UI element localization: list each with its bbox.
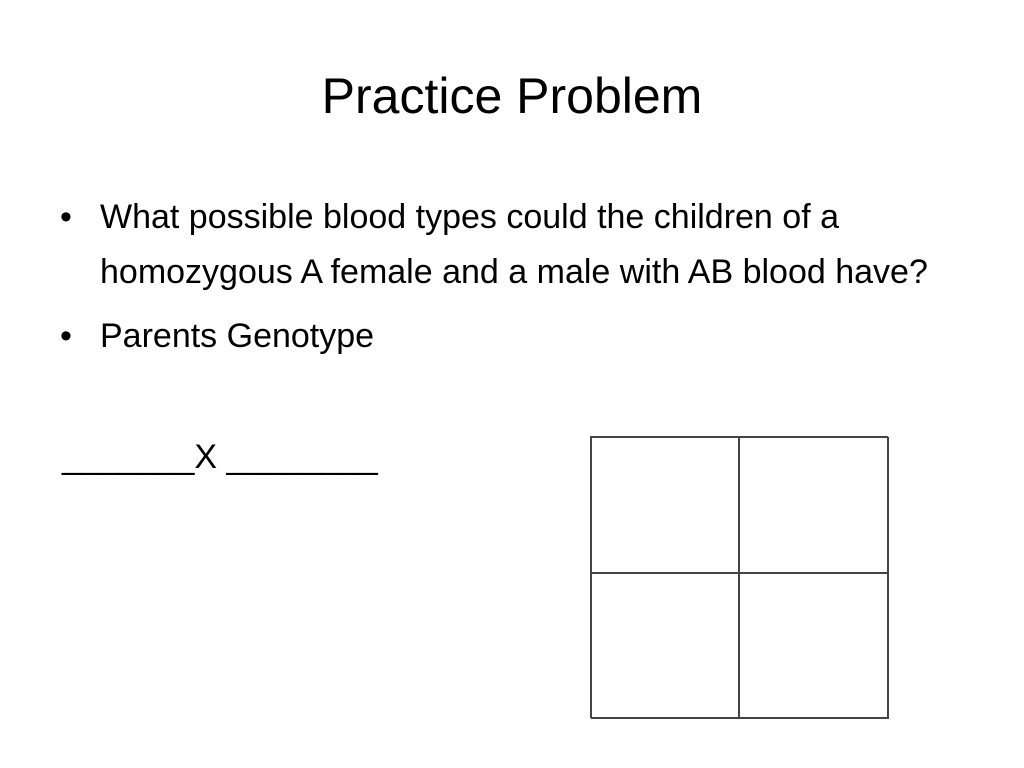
bullet-icon: • (60, 317, 72, 355)
slide-title: Practice Problem (321, 68, 703, 124)
punnett-cell (591, 573, 739, 719)
bullet-item-parents-genotype (58, 309, 978, 364)
bullet-icon: • (60, 198, 72, 236)
punnett-cell (739, 573, 889, 719)
punnett-cell (739, 437, 889, 573)
bullet-text: What possible blood types could the children of a homozygous A female and a male with AB blood have? (100, 198, 928, 291)
parents-cross-blanks: _______X ________ (62, 438, 378, 476)
punnett-cell (591, 437, 739, 573)
bullet-item-question (58, 190, 978, 300)
bullet-list (58, 190, 978, 373)
bullet-text: Parents Genotype (100, 317, 375, 355)
punnett-square (590, 436, 888, 718)
